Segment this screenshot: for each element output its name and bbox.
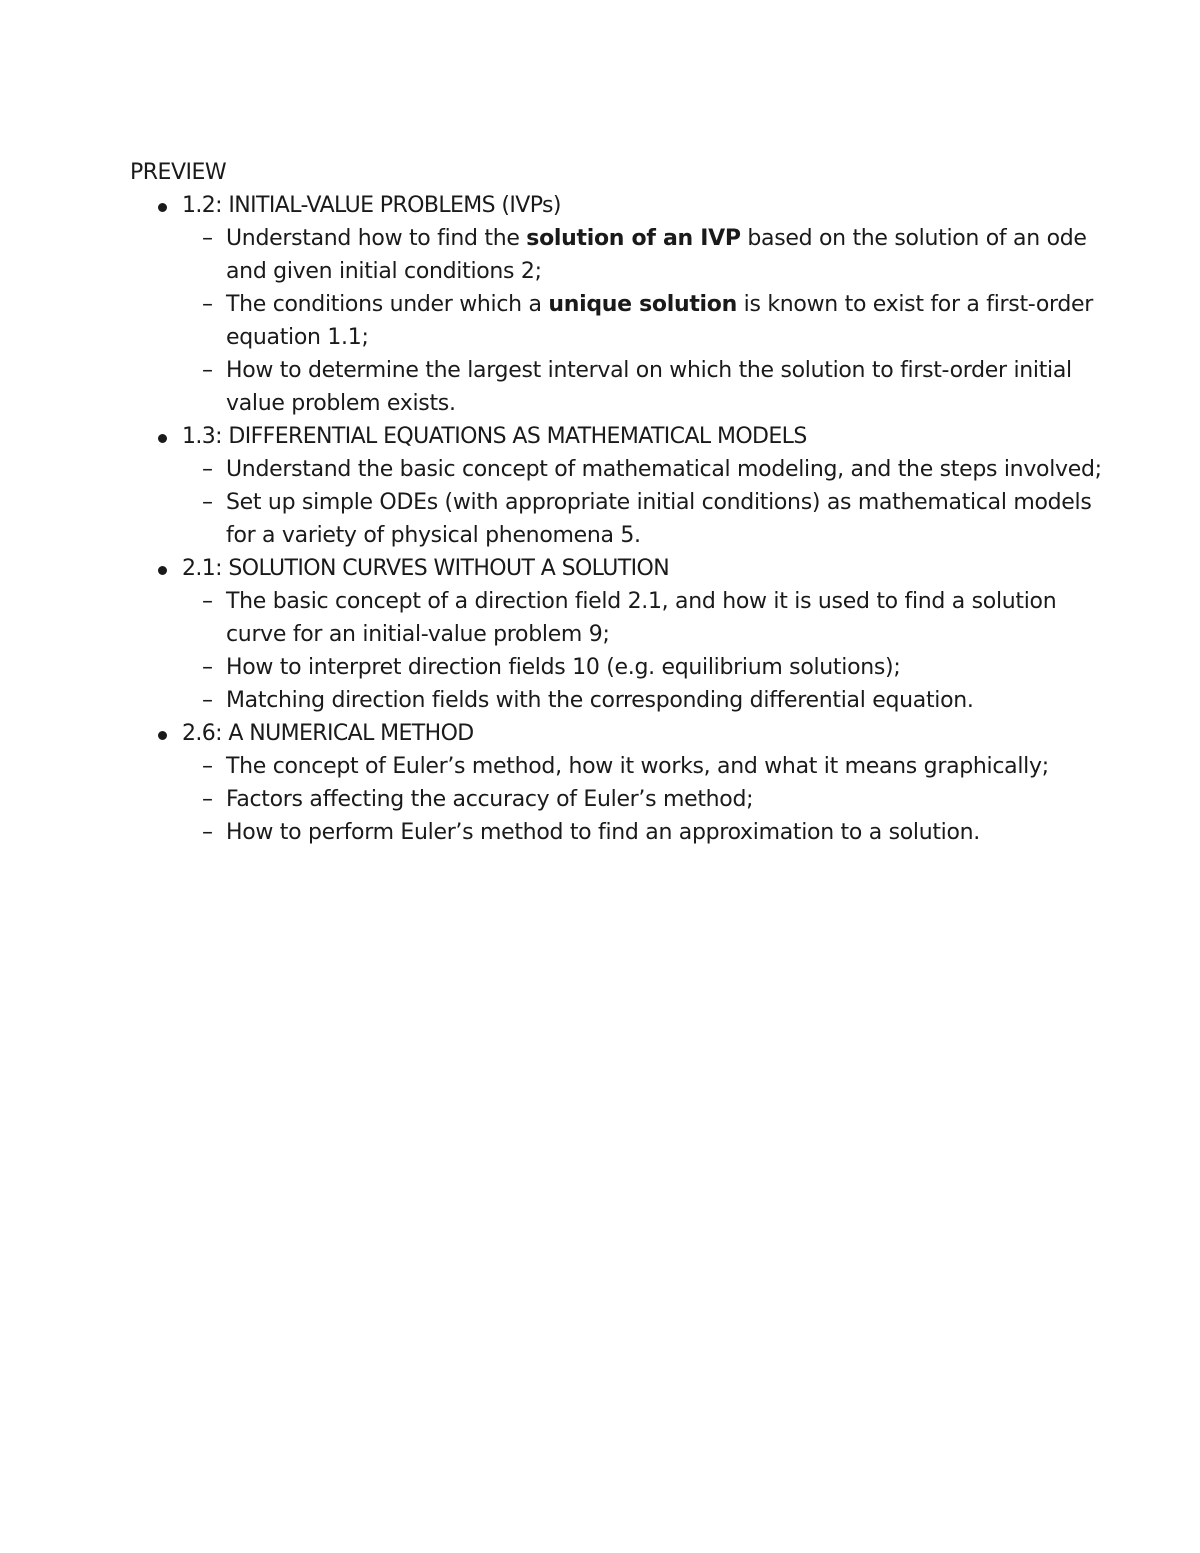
item-list [182, 585, 1110, 717]
dash-icon: – [202, 292, 213, 317]
dash-icon: – [202, 589, 213, 614]
dash-icon: – [202, 688, 213, 713]
item-list [182, 453, 1110, 552]
section-1-2 [130, 189, 1110, 420]
item-list [182, 222, 1110, 420]
bullet-icon [158, 566, 167, 575]
section-2-1 [130, 552, 1110, 717]
list-item: – Set up simple ODEs (with appropriate initial conditions) as mathematical models for a variety of physical phenomena 5. [182, 486, 1110, 552]
page-title: PREVIEW [130, 160, 227, 185]
dash-icon: – [202, 820, 213, 845]
section-2-6 [130, 717, 1110, 849]
list-item: – The basic concept of a direction field 2.1, and how it is used to find a solution curve for an initial-value problem 9; [182, 585, 1110, 651]
list-item: – The concept of Euler’s method, how it works, and what it means graphically; [182, 750, 1110, 783]
section-1-3 [130, 420, 1110, 552]
item-list [182, 750, 1110, 849]
dash-icon: – [202, 787, 213, 812]
bullet-icon [158, 731, 167, 740]
dash-icon: – [202, 457, 213, 482]
dash-icon: – [202, 490, 213, 515]
list-item: – Matching direction fields with the corresponding differential equation. [182, 684, 1110, 717]
bullet-icon [158, 434, 167, 443]
dash-icon: – [202, 754, 213, 779]
list-item: – Understand the basic concept of mathematical modeling, and the steps involved; [182, 453, 1110, 486]
dash-icon: – [202, 226, 213, 251]
list-item: – Factors affecting the accuracy of Euler’s method; [182, 783, 1110, 816]
section-title: 1.3: DIFFERENTIAL EQUATIONS AS MATHEMATICAL MODELS [182, 424, 807, 449]
document [130, 156, 1110, 849]
dash-icon: – [202, 358, 213, 383]
list-item: – How to perform Euler’s method to find an approximation to a solution. [182, 816, 1110, 849]
section-title: 2.6: A NUMERICAL METHOD [182, 721, 474, 746]
dash-icon: – [202, 655, 213, 680]
section-title: 2.1: SOLUTION CURVES WITHOUT A SOLUTION [182, 556, 670, 581]
list-item: – How to interpret direction fields 10 (e.g. equilibrium solutions); [182, 651, 1110, 684]
list-item: – Understand how to find the solution of an IVP based on the solution of an ode and given initial conditions 2; [182, 222, 1110, 288]
bullet-icon [158, 203, 167, 212]
section-title: 1.2: INITIAL-VALUE PROBLEMS (IVPs) [182, 193, 561, 218]
list-item: – The conditions under which a unique solution is known to exist for a first-order equation 1.1; [182, 288, 1110, 354]
list-item: – How to determine the largest interval on which the solution to first-order initial value problem exists. [182, 354, 1110, 420]
